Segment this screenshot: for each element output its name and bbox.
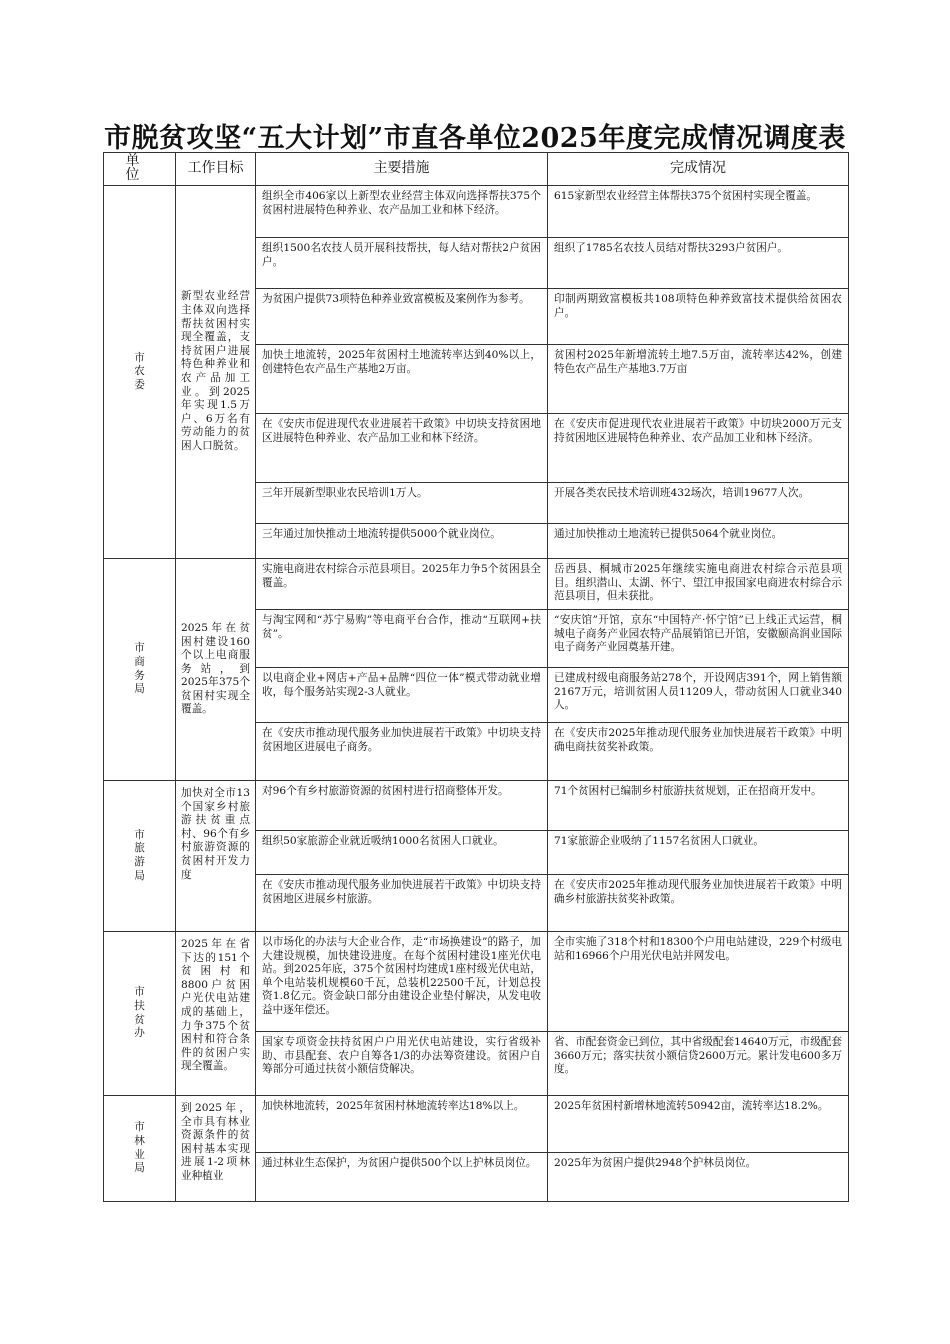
- measure-cell: 组织50家旅游企业就近吸纳1000名贫困人口就业。: [256, 831, 548, 875]
- measure-cell: 对96个有乡村旅游资源的贫困村进行招商整体开发。: [256, 781, 548, 831]
- goal-cell: 2025年在省下达的151个贫困村和8800户贫困户光伏电站建成的基础上，力争375个贫困村和符合条件的贫困户实现全覆盖。: [176, 932, 256, 1096]
- result-cell: 71个贫困村已编制乡村旅游扶贫规划，正在招商开发中。: [548, 781, 849, 831]
- measure-cell: 三年开展新型职业农民培训1万人。: [256, 483, 548, 524]
- measure-cell: 与淘宝网和“苏宁易购”等电商平台合作，推动“互联网+扶贫”。: [256, 610, 548, 668]
- header-results: 完成情况: [548, 153, 849, 186]
- measure-cell: 为贫困户提供73项特色种养业致富模板及案例作为参考。: [256, 289, 548, 345]
- result-cell: 岳西县、桐城市2025年继续实施电商进农村综合示范县项目。组织潜山、太湖、怀宁、望江申报国家电商进农村综合示范县项目，但未获批。: [548, 559, 849, 610]
- result-cell: 已建成村级电商服务站278个，开设网店391个，网上销售额2167万元，培训贫困人员11209人，带动贫困人口就业340人。: [548, 668, 849, 723]
- measure-cell: 加快土地流转，2025年贫困村土地流转率达到40%以上，创建特色农产品生产基地2万亩。: [256, 345, 548, 414]
- measure-cell: 组织全市406家以上新型农业经营主体双向选择帮扶375个贫困村进展特色种养业、农产品加工业和林下经济。: [256, 186, 548, 238]
- unit-cell: 市旅游局: [104, 781, 176, 932]
- unit-cell: 市扶贫办: [104, 932, 176, 1096]
- measure-cell: 加快林地流转，2025年贫困村林地流转率达18%以上。: [256, 1096, 548, 1153]
- measure-cell: 以电商企业+网店+产品+品牌“四位一体”模式带动就业增收，每个服务站实现2-3人就业。: [256, 668, 548, 723]
- goal-cell: 新型农业经营主体双向选择帮扶贫困村实现全覆盖，支持贫困户进展特色种养业和农产品加工业。到2025年实现1.5万户、6万名有劳动能力的贫困人口脱贫。: [176, 186, 256, 559]
- table-row: [104, 1096, 849, 1153]
- goal-cell: 2025年在贫困村建设160个以上电商服务站，到2025年375个贫困村实现全覆盖。: [176, 559, 256, 781]
- measure-cell: 在《安庆市推动现代服务业加快进展若干政策》中切块支持贫困地区进展电子商务。: [256, 723, 548, 781]
- measure-cell: 在《安庆市促进现代农业进展若干政策》中切块支持贫困地区进展特色种养业、农产品加工业和林下经济。: [256, 414, 548, 483]
- table-row: [104, 186, 849, 238]
- document-title: 市脱贫攻坚“五大计划”市直各单位2025年度完成情况调度表: [104, 123, 846, 154]
- measure-cell: 实施电商进农村综合示范县项目。2025年力争5个贫困县全覆盖。: [256, 559, 548, 610]
- measure-cell: 组织1500名农技人员开展科技帮扶，每人结对帮扶2户贫困户。: [256, 238, 548, 289]
- unit-cell: 市商务局: [104, 559, 176, 781]
- table-row: [104, 559, 849, 610]
- header-unit: 单 位: [104, 153, 176, 186]
- result-cell: 通过加快推动土地流转已提供5064个就业岗位。: [548, 524, 849, 559]
- result-cell: 贫困村2025年新增流转土地7.5万亩，流转率达42%，创建特色农产品生产基地3.7万亩: [548, 345, 849, 414]
- table-row: [104, 781, 849, 831]
- result-cell: 组织了1785名农技人员结对帮扶3293户贫困户。: [548, 238, 849, 289]
- result-cell: 2025年为贫困户提供2948个护林员岗位。: [548, 1153, 849, 1202]
- unit-cell: 市林业局: [104, 1096, 176, 1202]
- result-cell: “安庆馆”开馆，京东“中国特产·怀宁馆”已上线正式运营，桐城电子商务产业园农特产品展销馆已开馆，安徽颐高润业国际电子商务产业园奠基开建。: [548, 610, 849, 668]
- table-row: [104, 932, 849, 1032]
- measure-cell: 三年通过加快推动土地流转提供5000个就业岗位。: [256, 524, 548, 559]
- measure-cell: 在《安庆市推动现代服务业加快进展若干政策》中切块支持贫困地区进展乡村旅游。: [256, 875, 548, 932]
- unit-cell: 市农委: [104, 186, 176, 559]
- progress-table: [103, 152, 849, 1202]
- result-cell: 在《安庆市2025年推动现代服务业加快进展若干政策》中明确乡村旅游扶贫奖补政策。: [548, 875, 849, 932]
- result-cell: 在《安庆市促进现代农业进展若干政策》中切块2000万元支持贫困地区进展特色种养业、农产品加工业和林下经济。: [548, 414, 849, 483]
- measure-cell: 国家专项资金扶持贫困户户用光伏电站建设，实行省级补助、市县配套、农户自筹各1/3的办法筹资建设。贫困户自筹部分可通过扶贫小额信贷解决。: [256, 1032, 548, 1096]
- result-cell: 71家旅游企业吸纳了1157名贫困人口就业。: [548, 831, 849, 875]
- measure-cell: 以市场化的办法与大企业合作，走“市场换建设”的路子，加大建设规模，加快建设进度。在每个贫困村建设1座光伏电站。到2025年底，375个贫困村均建成1座村级光伏电站，单个电站装机规模60千瓦，总装机22500千瓦，计划总投资1.8亿元。资金缺口部分由建设企业垫付解决，从发电收益中逐年偿还。: [256, 932, 548, 1032]
- goal-cell: 到2025年，全市具有林业资源条件的贫困村基本实现进展1-2项林业种植业: [176, 1096, 256, 1202]
- header-measures: 主要措施: [256, 153, 548, 186]
- goal-cell: 加快对全市13个国家乡村旅游扶贫重点村、96个有乡村旅游资源的贫困村开发力度: [176, 781, 256, 932]
- measure-cell: 通过林业生态保护，为贫困户提供500个以上护林员岗位。: [256, 1153, 548, 1202]
- header-goal: 工作目标: [176, 153, 256, 186]
- result-cell: 开展各类农民技术培训班432场次，培训19677人次。: [548, 483, 849, 524]
- result-cell: 省、市配套资金已到位，其中省级配套14640万元，市级配套3660万元；落实扶贫小额信贷2600万元。累计发电600多万度。: [548, 1032, 849, 1096]
- result-cell: 615家新型农业经营主体帮扶375个贫困村实现全覆盖。: [548, 186, 849, 238]
- result-cell: 2025年贫困村新增林地流转50942亩，流转率达18.2%。: [548, 1096, 849, 1153]
- result-cell: 全市实施了318个村和18300个户用电站建设，229个村级电站和16966个户用光伏电站并网发电。: [548, 932, 849, 1032]
- result-cell: 在《安庆市2025年推动现代服务业加快进展若干政策》中明确电商扶贫奖补政策。: [548, 723, 849, 781]
- result-cell: 印制两期致富模板共108项特色种养致富技术提供给贫困农户。: [548, 289, 849, 345]
- table-header-row: [104, 153, 849, 186]
